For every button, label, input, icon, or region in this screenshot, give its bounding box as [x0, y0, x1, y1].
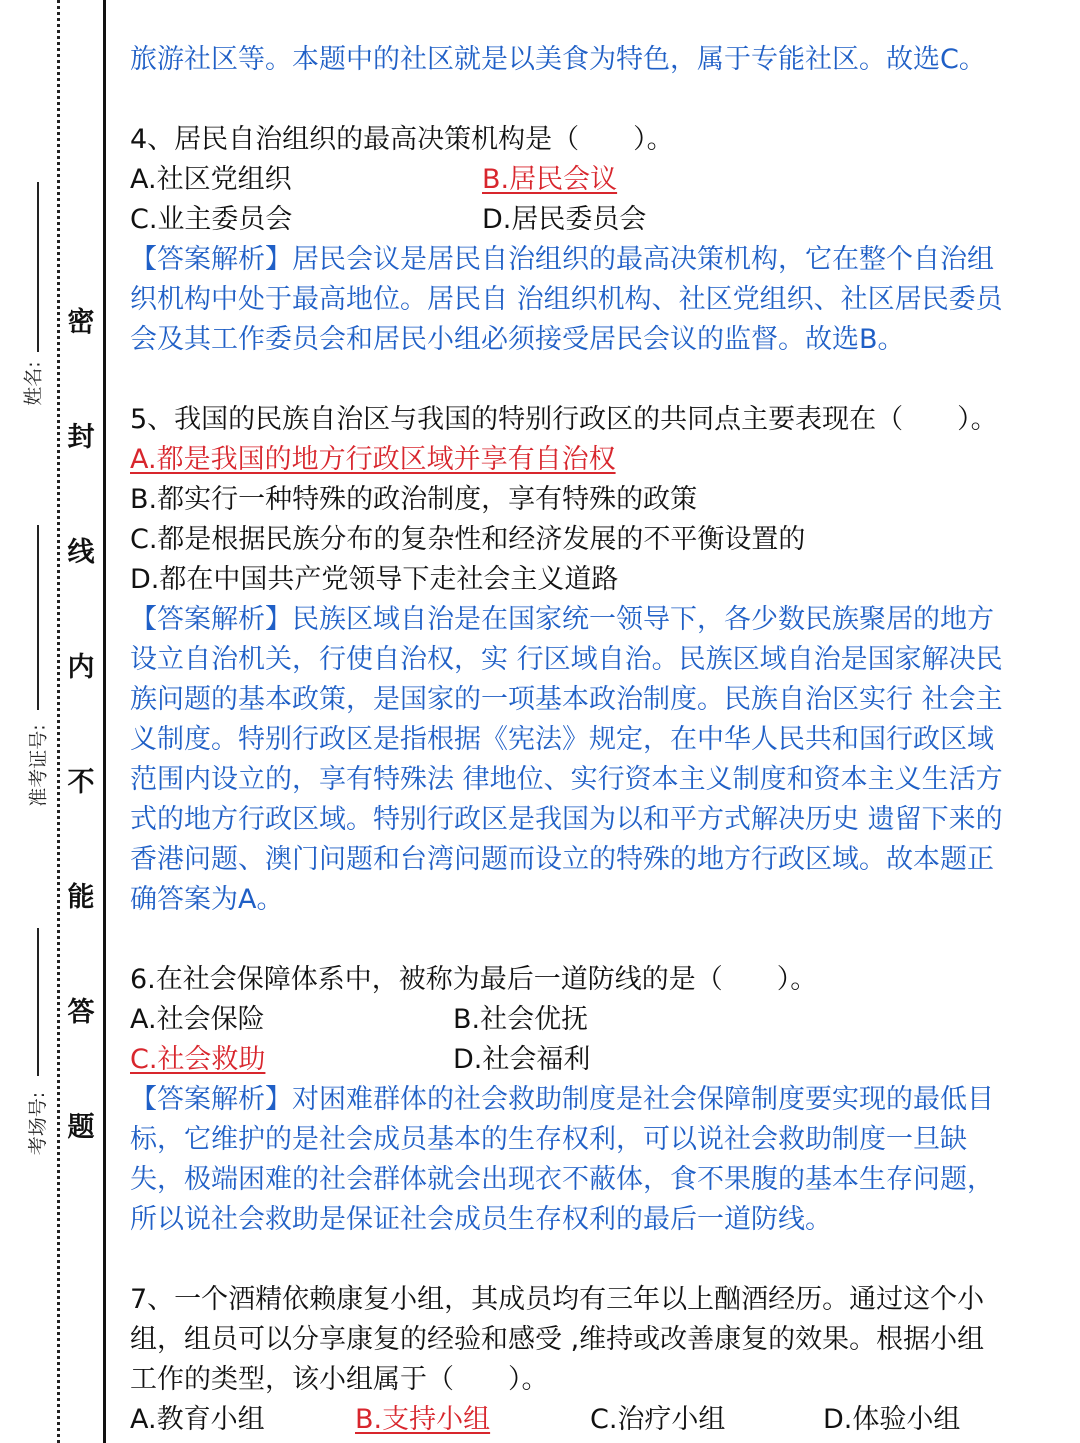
- q5-analysis-line: 式的地方行政区域。特别行政区是我国为以和平方式解决历史 遗留下来的: [130, 804, 1003, 835]
- ticket-line: [37, 525, 39, 710]
- q4-option-d: D.居民委员会: [482, 204, 647, 235]
- ticket-label: 准考证号:: [27, 724, 50, 807]
- q6-option-c-answer: C.社会救助: [130, 1044, 266, 1075]
- q6-analysis-line: 失，极端困难的社会群体就会出现衣不蔽体，食不果腹的基本生存问题，: [130, 1164, 994, 1195]
- previous-analysis-tail: 旅游社区等。本题中的社区就是以美食为特色，属于专能社区。故选C。: [130, 44, 986, 75]
- q4-option-b-answer: B.居民会议: [482, 164, 618, 195]
- room-label: 考场号:: [27, 1091, 50, 1156]
- q4-analysis-line: 【答案解析】居民会议是居民自治组织的最高决策机构，它在整个自治组: [130, 244, 994, 275]
- seal-char: 答: [67, 997, 95, 1028]
- q6-analysis-line: 【答案解析】对困难群体的社会救助制度是社会保障制度要实现的最低目: [130, 1084, 994, 1115]
- q5-analysis-line: 香港问题、澳门问题和台湾问题而设立的特殊的地方行政区域。故本题正: [130, 844, 994, 875]
- q4-stem: 4、居民自治组织的最高决策机构是（ ）。: [130, 124, 674, 155]
- margin-rule: [103, 0, 106, 1443]
- q4-analysis-line: 会及其工作委员会和居民小组必须接受居民会议的监督。故选B。: [130, 324, 905, 355]
- name-line: [37, 182, 39, 352]
- q5-analysis-line: 义制度。特别行政区是指根据《宪法》规定，在中华人民共和国行政区域: [130, 724, 994, 755]
- q6-option-a: A.社会保险: [130, 1004, 265, 1035]
- seal-char: 能: [67, 882, 95, 913]
- q6-option-b: B.社会优抚: [453, 1004, 589, 1035]
- q7-stem-line: 组，组员可以分享康复的经验和感受 ,维持或改善康复的效果。根据小组: [130, 1324, 985, 1355]
- q7-option-a: A.教育小组: [130, 1404, 265, 1435]
- q5-option-c: C.都是根据民族分布的复杂性和经济发展的不平衡设置的: [130, 524, 806, 555]
- name-label: 姓名:: [22, 361, 45, 406]
- seal-char: 密: [67, 307, 95, 338]
- q5-analysis-line: 确答案为A。: [130, 884, 284, 915]
- q7-option-c: C.治疗小组: [590, 1404, 726, 1435]
- q6-stem: 6.在社会保障体系中，被称为最后一道防线的是（ ）。: [130, 964, 818, 995]
- seal-char: 内: [67, 652, 95, 683]
- q6-analysis-line: 标，它维护的是社会成员基本的生存权利，可以说社会救助制度一旦缺: [130, 1124, 967, 1155]
- q5-analysis-line: 【答案解析】民族区域自治是在国家统一领导下，各少数民族聚居的地方: [130, 604, 994, 635]
- q5-analysis-line: 设立自治机关，行使自治权，实 行区域自治。民族区域自治是国家解决民: [130, 644, 1003, 675]
- q7-stem-line: 工作的类型，该小组属于（ ）。: [130, 1364, 549, 1395]
- q4-option-c: C.业主委员会: [130, 204, 293, 235]
- seal-char: 不: [67, 767, 95, 798]
- dotted-cut-line: [57, 0, 60, 1443]
- q5-stem: 5、我国的民族自治区与我国的特别行政区的共同点主要表现在（ ）。: [130, 404, 998, 435]
- q5-analysis-line: 族问题的基本政策，是国家的一项基本政治制度。民族自治区实行 社会主: [130, 684, 1003, 715]
- seal-char: 题: [67, 1112, 95, 1143]
- q6-option-d: D.社会福利: [453, 1044, 591, 1075]
- seal-char: 封: [67, 422, 95, 453]
- q4-analysis-line: 织机构中处于最高地位。居民自 治组织机构、社区党组织、社区居民委员: [130, 284, 1003, 315]
- q6-analysis-line: 所以说社会救助是保证社会成员生存权利的最后一道防线。: [130, 1204, 832, 1235]
- q7-stem-line: 7、一个酒精依赖康复小组，其成员均有三年以上酗酒经历。通过这个小: [130, 1284, 985, 1315]
- q4-option-a: A.社区党组织: [130, 164, 292, 195]
- seal-char: 线: [67, 537, 95, 568]
- q7-option-b-answer: B.支持小组: [355, 1404, 491, 1435]
- room-line: [37, 928, 39, 1076]
- q5-option-d: D.都在中国共产党领导下走社会主义道路: [130, 564, 619, 595]
- q5-option-a-answer: A.都是我国的地方行政区域并享有自治权: [130, 444, 616, 475]
- q5-option-b: B.都实行一种特殊的政治制度，享有特殊的政策: [130, 484, 698, 515]
- q7-option-d: D.体验小组: [823, 1404, 961, 1435]
- q5-analysis-line: 范围内设立的，享有特殊法 律地位、实行资本主义制度和资本主义生活方: [130, 764, 1003, 795]
